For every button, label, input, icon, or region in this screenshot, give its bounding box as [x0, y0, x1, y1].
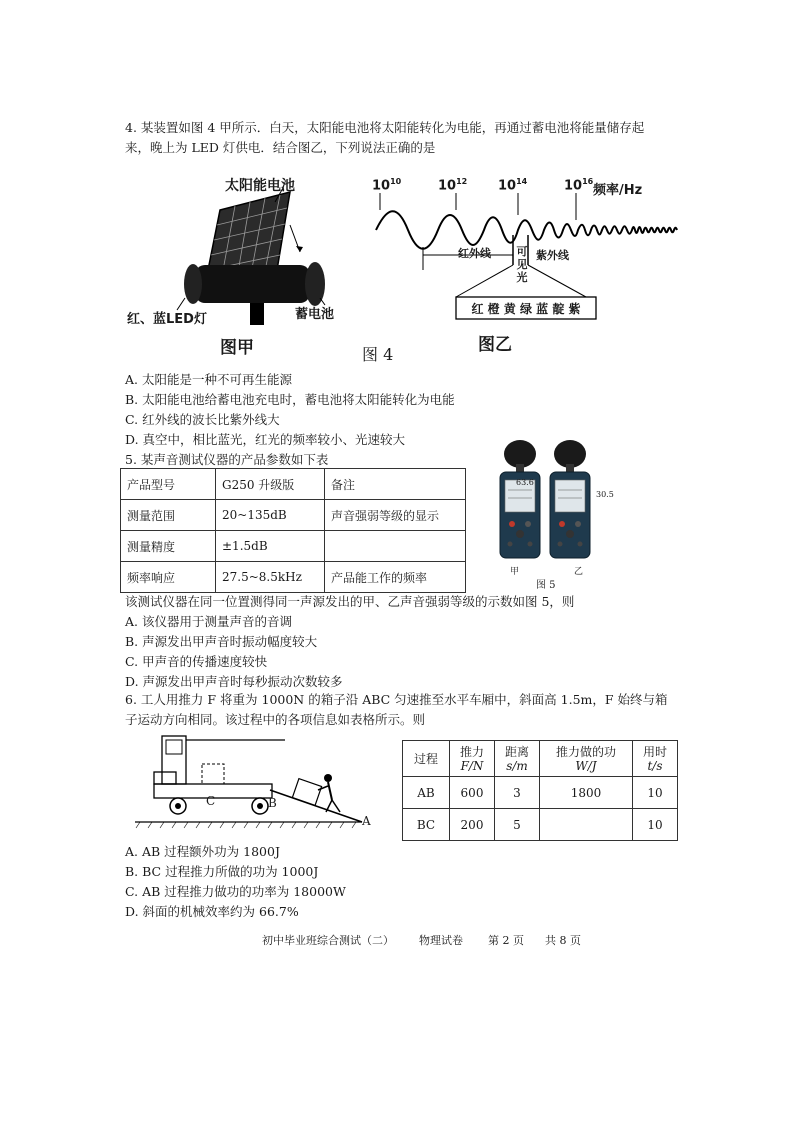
figure-6-ramp — [130, 728, 375, 833]
q5-option-c[interactable]: C. 甲声音的传播速度较快 — [125, 654, 268, 669]
figure-5 — [488, 438, 618, 593]
footer-page-number: 第 2 页 — [488, 934, 524, 947]
fig5-caption: 图 5 — [536, 580, 556, 591]
q6-option-b[interactable]: B. BC 过程推力所做的功为 1000J — [125, 864, 319, 879]
q5-stem: 5. 某声音测试仪器的产品参数如下表 — [125, 452, 329, 467]
fig-yi-caption: 图乙 — [478, 335, 512, 355]
q6-stem-line1: 6. 工人用推力 F 将重为 1000N 的箱子沿 ABC 匀速推至水平车厢中，斜面高 1.5m，F 始终与箱 — [125, 692, 668, 707]
q4-option-d[interactable]: D. 真空中，相比蓝光，红光的频率较小、光速较大 — [125, 432, 406, 447]
fig4-caption: 图 4 — [362, 345, 394, 364]
q4-option-a[interactable]: A. 太阳能是一种不可再生能源 — [125, 372, 292, 387]
q6-option-d[interactable]: D. 斜面的机械效率约为 66.7% — [125, 904, 299, 919]
q6-option-a[interactable]: A. AB 过程额外功为 1800J — [125, 844, 280, 859]
q4-option-c[interactable]: C. 红外线的波长比紫外线大 — [125, 412, 280, 427]
freq-tick-3: $10^{14}$ — [498, 177, 528, 194]
q4-stem — [125, 118, 644, 158]
q5-spec-table — [120, 468, 466, 593]
table-row: AB 600 3 1800 10 — [403, 777, 678, 809]
visible-light-label: 可 见 光 — [516, 245, 528, 284]
meter-jia-reading: 63.6 — [516, 478, 534, 487]
q5-options — [125, 612, 343, 692]
battery-label: 蓄电池 — [295, 307, 335, 322]
point-a-label: A — [362, 814, 371, 828]
q5-followup: 该测试仪器在同一位置测得同一声源发出的甲、乙声音强弱等级的示数如图 5，则 — [125, 594, 575, 609]
q5-option-b[interactable]: B. 声源发出甲声音时振动幅度较大 — [125, 634, 318, 649]
truck-ramp-illustration — [130, 728, 375, 833]
meter-yi-label: 乙 — [574, 567, 584, 577]
q4-stem-line1: 4. 某装置如图 4 甲所示．白天，太阳能电池将太阳能转化为电能，再通过蓄电池将能量储存起 — [125, 120, 645, 135]
point-c-label: C — [206, 794, 216, 808]
table-row: 测量精度 ±1.5dB — [121, 531, 466, 562]
freq-axis-label: 频率/Hz — [593, 183, 643, 198]
page-footer — [262, 932, 581, 948]
q6-process-table — [402, 740, 678, 841]
sound-meters-illustration — [488, 438, 618, 573]
table-row: 产品型号 G250 升级版 备注 — [121, 469, 466, 500]
q6-stem — [125, 690, 668, 730]
meter-yi-reading: 30.5 — [596, 490, 614, 499]
q5-option-d[interactable]: D. 声源发出甲声音时每秒振动次数较多 — [125, 674, 343, 689]
figure-yi — [368, 175, 688, 360]
fig-jia-caption: 图甲 — [220, 338, 254, 358]
footer-subject: 物理试卷 — [419, 934, 463, 947]
freq-tick-2: $10^{12}$ — [438, 177, 468, 194]
q4-option-b[interactable]: B. 太阳能电池给蓄电池充电时，蓄电池将太阳能转化为电能 — [125, 392, 455, 407]
footer-total-pages: 共 8 页 — [545, 934, 581, 947]
q6-option-c[interactable]: C. AB 过程推力做功的功率为 18000W — [125, 884, 346, 899]
visible-colors-band: 红 橙 黄 绿 蓝 靛 紫 — [471, 302, 581, 316]
table-header-row: 过程 推力 F/N 距离 s/m 推力做的功 W/J 用时 t/s — [403, 741, 678, 777]
footer-exam-title: 初中毕业班综合测试（二） — [262, 934, 394, 947]
q4-stem-line2: 来，晚上为 LED 灯供电．结合图乙，下列说法正确的是 — [125, 140, 436, 155]
meter-jia-label: 甲 — [510, 567, 520, 577]
freq-tick-4: $10^{16}$ — [564, 177, 594, 194]
table-row: 测量范围 20~135dB 声音强弱等级的显示 — [121, 500, 466, 531]
q6-stem-line2: 子运动方向相同。该过程中的各项信息如表格所示。则 — [125, 712, 426, 727]
infrared-label: 红外线 — [458, 247, 491, 260]
q5-option-a[interactable]: A. 该仪器用于测量声音的音调 — [125, 614, 292, 629]
ultraviolet-label: 紫外线 — [536, 249, 569, 262]
point-b-label: B — [268, 796, 277, 810]
q6-options — [125, 842, 346, 922]
led-lamp-label: 红、蓝LED灯 — [127, 312, 207, 327]
q4-options — [125, 370, 455, 450]
figure-jia — [125, 170, 355, 370]
solar-cell-label: 太阳能电池 — [225, 178, 295, 194]
freq-tick-1: $10^{10}$ — [372, 177, 402, 194]
table-row: BC 200 5 10 — [403, 809, 678, 841]
table-row: 频率响应 27.5~8.5kHz 产品能工作的频率 — [121, 562, 466, 593]
